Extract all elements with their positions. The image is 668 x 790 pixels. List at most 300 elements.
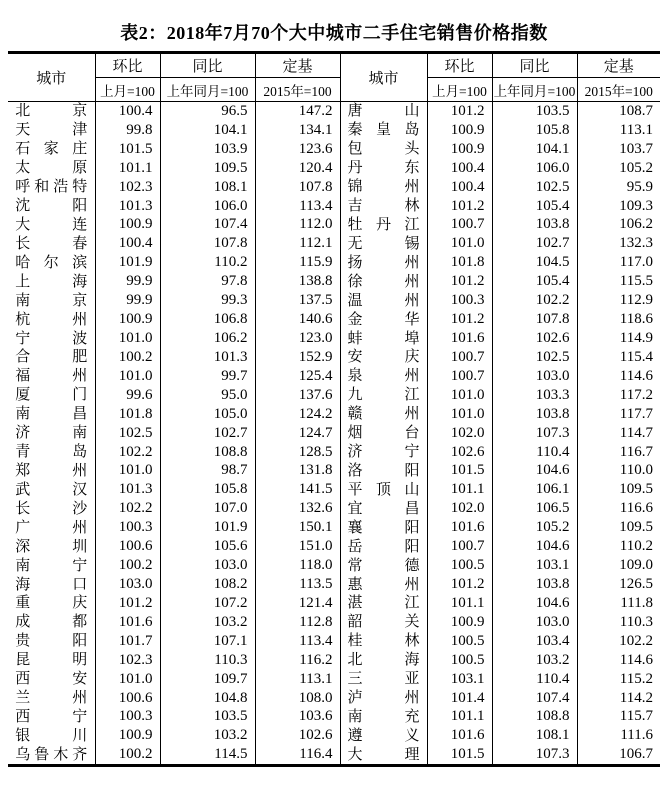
table-row xyxy=(8,632,660,651)
value-cell: 112.1 xyxy=(255,234,340,253)
value-cell: 131.8 xyxy=(255,462,340,481)
city-cell xyxy=(340,253,427,272)
city-name: 锦州 xyxy=(347,179,420,196)
city-name: 遵义 xyxy=(347,727,420,744)
city-cell xyxy=(8,102,95,121)
value-cell: 101.1 xyxy=(427,594,492,613)
value-cell: 138.8 xyxy=(255,272,340,291)
value-cell: 100.9 xyxy=(427,613,492,632)
value-cell: 101.2 xyxy=(427,102,492,121)
city-name: 桂林 xyxy=(347,633,420,650)
table-row xyxy=(8,443,660,462)
table-row xyxy=(8,480,660,499)
value-cell: 99.8 xyxy=(95,121,160,140)
value-cell: 101.6 xyxy=(427,518,492,537)
value-cell: 100.5 xyxy=(427,632,492,651)
value-cell: 112.0 xyxy=(255,216,340,235)
city-cell xyxy=(340,121,427,140)
city-cell xyxy=(340,651,427,670)
value-cell: 100.9 xyxy=(95,216,160,235)
city-name: 宜昌 xyxy=(347,500,420,517)
city-name: 哈尔滨 xyxy=(15,254,88,271)
city-name: 泸州 xyxy=(347,690,420,707)
value-cell: 101.8 xyxy=(95,405,160,424)
value-cell: 141.5 xyxy=(255,480,340,499)
value-cell: 103.5 xyxy=(492,102,577,121)
table-row xyxy=(8,613,660,632)
value-cell: 105.4 xyxy=(492,272,577,291)
city-cell xyxy=(8,234,95,253)
city-cell xyxy=(340,405,427,424)
city-cell xyxy=(8,575,95,594)
value-cell: 106.1 xyxy=(492,480,577,499)
table-row xyxy=(8,537,660,556)
value-cell: 115.4 xyxy=(619,348,653,365)
value-cell: 111.6 xyxy=(620,727,653,744)
value-cell: 108.8 xyxy=(492,708,577,727)
table-header xyxy=(8,53,660,102)
price-index-table xyxy=(8,51,660,767)
value-cell: 102.2 xyxy=(95,443,160,462)
value-cell: 101.4 xyxy=(427,689,492,708)
table-row xyxy=(8,348,660,367)
city-cell xyxy=(340,499,427,518)
value-cell: 109.5 xyxy=(160,159,255,178)
city-name: 郑州 xyxy=(15,462,88,479)
city-cell xyxy=(340,272,427,291)
city-name: 徐州 xyxy=(347,273,420,290)
value-cell: 100.7 xyxy=(427,537,492,556)
value-cell: 102.2 xyxy=(492,291,577,310)
table-row xyxy=(8,329,660,348)
table-row xyxy=(8,670,660,689)
city-name: 济南 xyxy=(15,425,88,442)
value-cell: 102.3 xyxy=(95,651,160,670)
city-name: 石家庄 xyxy=(15,141,88,158)
value-cell: 101.2 xyxy=(427,272,492,291)
value-cell: 102.5 xyxy=(492,348,577,367)
city-cell xyxy=(340,102,427,121)
city-name: 北海 xyxy=(347,652,420,669)
value-cell: 101.5 xyxy=(427,462,492,481)
city-name: 赣州 xyxy=(347,406,420,423)
value-cell: 115.9 xyxy=(255,253,340,272)
value-cell: 113.5 xyxy=(255,575,340,594)
value-cell: 107.8 xyxy=(160,234,255,253)
city-cell xyxy=(340,537,427,556)
city-cell xyxy=(8,632,95,651)
value-cell: 121.4 xyxy=(255,594,340,613)
city-name: 岳阳 xyxy=(347,538,420,555)
value-cell: 102.3 xyxy=(95,178,160,197)
city-cell xyxy=(8,462,95,481)
city-name: 深圳 xyxy=(15,538,88,555)
value-cell: 101.3 xyxy=(95,480,160,499)
value-cell: 108.2 xyxy=(160,575,255,594)
city-name: 重庆 xyxy=(15,595,88,612)
value-cell: 104.6 xyxy=(492,594,577,613)
city-cell xyxy=(340,291,427,310)
city-cell xyxy=(340,310,427,329)
city-cell xyxy=(8,197,95,216)
value-cell: 109.5 xyxy=(619,519,653,536)
subheader-mom-right: 上月=100 xyxy=(427,78,492,102)
value-cell: 98.7 xyxy=(160,462,255,481)
header-mom-right: 环比 xyxy=(427,53,492,78)
city-cell xyxy=(340,670,427,689)
city-name: 乌鲁木齐 xyxy=(15,746,88,763)
value-cell: 106.7 xyxy=(619,746,653,763)
city-name: 烟台 xyxy=(347,425,420,442)
city-name: 无锡 xyxy=(347,235,420,252)
value-cell: 100.4 xyxy=(427,159,492,178)
city-cell xyxy=(8,480,95,499)
table-row xyxy=(8,310,660,329)
value-cell: 104.8 xyxy=(160,689,255,708)
value-cell: 101.1 xyxy=(95,159,160,178)
city-name: 昆明 xyxy=(15,652,88,669)
city-cell xyxy=(340,159,427,178)
city-name: 广州 xyxy=(15,519,88,536)
city-cell xyxy=(8,651,95,670)
value-cell: 112.8 xyxy=(255,613,340,632)
value-cell: 105.8 xyxy=(160,480,255,499)
city-cell xyxy=(340,726,427,745)
value-cell: 100.2 xyxy=(95,745,160,765)
table-row xyxy=(8,575,660,594)
value-cell: 101.2 xyxy=(427,310,492,329)
city-name: 吉林 xyxy=(347,198,420,215)
value-cell: 101.3 xyxy=(95,197,160,216)
value-cell: 103.1 xyxy=(492,556,577,575)
value-cell: 123.0 xyxy=(255,329,340,348)
value-cell: 107.3 xyxy=(492,745,577,765)
value-cell: 108.1 xyxy=(492,726,577,745)
table-row xyxy=(8,178,660,197)
city-name: 韶关 xyxy=(347,614,420,631)
city-cell xyxy=(8,329,95,348)
city-cell xyxy=(340,745,427,765)
value-cell: 101.6 xyxy=(95,613,160,632)
value-cell: 95.0 xyxy=(160,386,255,405)
value-cell: 116.6 xyxy=(619,500,653,517)
city-name: 济宁 xyxy=(347,444,420,461)
value-cell: 106.0 xyxy=(160,197,255,216)
value-cell: 100.9 xyxy=(95,726,160,745)
value-cell: 124.2 xyxy=(255,405,340,424)
value-cell: 100.9 xyxy=(95,310,160,329)
value-cell: 101.5 xyxy=(427,745,492,765)
value-cell: 114.5 xyxy=(160,745,255,765)
city-cell xyxy=(340,594,427,613)
value-cell: 100.3 xyxy=(95,708,160,727)
city-cell xyxy=(8,121,95,140)
value-cell: 106.2 xyxy=(619,216,653,233)
value-cell: 103.7 xyxy=(619,140,653,157)
table-row xyxy=(8,234,660,253)
header-city-left: 城市 xyxy=(8,53,95,102)
value-cell: 107.1 xyxy=(160,632,255,651)
city-cell xyxy=(340,329,427,348)
value-cell: 102.5 xyxy=(492,178,577,197)
value-cell: 134.1 xyxy=(255,121,340,140)
table-row xyxy=(8,102,660,121)
city-name: 海口 xyxy=(15,576,88,593)
city-name: 温州 xyxy=(347,292,420,309)
value-cell: 102.7 xyxy=(160,424,255,443)
city-name: 蚌埠 xyxy=(347,330,420,347)
subheader-base-left: 2015年=100 xyxy=(255,78,340,102)
city-cell xyxy=(340,518,427,537)
value-cell: 101.6 xyxy=(427,329,492,348)
value-cell: 101.6 xyxy=(427,726,492,745)
value-cell: 108.1 xyxy=(160,178,255,197)
value-cell: 105.6 xyxy=(160,537,255,556)
city-name: 银川 xyxy=(15,727,88,744)
city-name: 丹东 xyxy=(347,160,420,177)
city-name: 上海 xyxy=(15,273,88,290)
value-cell: 101.2 xyxy=(95,594,160,613)
value-cell: 101.0 xyxy=(427,386,492,405)
value-cell: 97.8 xyxy=(160,272,255,291)
city-cell xyxy=(8,613,95,632)
value-cell: 101.5 xyxy=(95,140,160,159)
value-cell: 100.4 xyxy=(95,234,160,253)
city-name: 包头 xyxy=(347,141,420,158)
city-name: 太原 xyxy=(15,160,88,177)
value-cell: 108.0 xyxy=(255,689,340,708)
city-cell xyxy=(8,726,95,745)
city-cell xyxy=(340,424,427,443)
city-cell xyxy=(340,348,427,367)
city-cell xyxy=(8,745,95,765)
value-cell: 113.1 xyxy=(619,121,653,138)
value-cell: 100.5 xyxy=(427,556,492,575)
value-cell: 106.0 xyxy=(492,159,577,178)
value-cell: 100.4 xyxy=(95,102,160,121)
value-cell: 115.5 xyxy=(619,273,653,290)
value-cell: 124.7 xyxy=(255,424,340,443)
value-cell: 116.7 xyxy=(619,443,653,460)
table-row xyxy=(8,651,660,670)
value-cell: 101.2 xyxy=(427,197,492,216)
value-cell: 140.6 xyxy=(255,310,340,329)
value-cell: 112.9 xyxy=(619,292,653,309)
city-name: 南昌 xyxy=(15,406,88,423)
value-cell: 102.7 xyxy=(492,234,577,253)
value-cell: 118.0 xyxy=(255,556,340,575)
value-cell: 108.8 xyxy=(160,443,255,462)
city-name: 厦门 xyxy=(15,387,88,404)
value-cell: 110.0 xyxy=(619,462,653,479)
city-name: 秦皇岛 xyxy=(347,122,420,139)
city-cell xyxy=(8,367,95,386)
value-cell: 99.9 xyxy=(95,272,160,291)
value-cell: 120.4 xyxy=(255,159,340,178)
city-cell xyxy=(8,670,95,689)
value-cell: 113.4 xyxy=(255,632,340,651)
value-cell: 104.5 xyxy=(492,253,577,272)
value-cell: 117.7 xyxy=(619,405,653,422)
value-cell: 116.4 xyxy=(255,745,340,765)
value-cell: 101.8 xyxy=(427,253,492,272)
value-cell: 115.2 xyxy=(619,670,653,687)
city-cell xyxy=(340,216,427,235)
value-cell: 102.5 xyxy=(95,424,160,443)
city-cell xyxy=(8,140,95,159)
city-name: 西安 xyxy=(15,671,88,688)
table-body xyxy=(8,102,660,766)
value-cell: 101.2 xyxy=(427,575,492,594)
value-cell: 116.2 xyxy=(255,651,340,670)
value-cell: 114.6 xyxy=(619,367,653,384)
value-cell: 107.4 xyxy=(492,689,577,708)
value-cell: 101.0 xyxy=(95,329,160,348)
value-cell: 103.5 xyxy=(160,708,255,727)
value-cell: 100.6 xyxy=(95,689,160,708)
value-cell: 132.3 xyxy=(619,235,653,252)
city-cell xyxy=(340,443,427,462)
subheader-yoy-right: 上年同月=100 xyxy=(492,78,577,102)
header-base-left: 定基 xyxy=(255,53,340,78)
table-row xyxy=(8,253,660,272)
value-cell: 103.9 xyxy=(160,140,255,159)
value-cell: 103.6 xyxy=(255,708,340,727)
value-cell: 100.7 xyxy=(427,216,492,235)
table-row xyxy=(8,121,660,140)
header-mom-left: 环比 xyxy=(95,53,160,78)
value-cell: 104.6 xyxy=(492,537,577,556)
city-name: 泉州 xyxy=(347,368,420,385)
city-cell xyxy=(8,405,95,424)
page-title: 表2：2018年7月70个大中城市二手住宅销售价格指数 xyxy=(120,23,548,43)
value-cell: 103.0 xyxy=(95,575,160,594)
city-cell xyxy=(8,253,95,272)
city-cell xyxy=(340,689,427,708)
value-cell: 104.6 xyxy=(492,462,577,481)
value-cell: 110.4 xyxy=(492,670,577,689)
value-cell: 125.4 xyxy=(255,367,340,386)
header-city-right: 城市 xyxy=(340,53,427,102)
value-cell: 107.3 xyxy=(492,424,577,443)
value-cell: 101.0 xyxy=(95,367,160,386)
value-cell: 103.1 xyxy=(427,670,492,689)
city-name: 湛江 xyxy=(347,595,420,612)
value-cell: 103.2 xyxy=(160,726,255,745)
city-name: 南京 xyxy=(15,292,88,309)
value-cell: 102.2 xyxy=(95,499,160,518)
city-name: 兰州 xyxy=(15,690,88,707)
value-cell: 109.7 xyxy=(160,670,255,689)
table-row xyxy=(8,216,660,235)
value-cell: 117.2 xyxy=(619,386,653,403)
value-cell: 102.0 xyxy=(427,499,492,518)
city-cell xyxy=(8,443,95,462)
value-cell: 111.8 xyxy=(620,594,653,611)
value-cell: 103.0 xyxy=(492,367,577,386)
value-cell: 107.0 xyxy=(160,499,255,518)
value-cell: 99.3 xyxy=(160,291,255,310)
value-cell: 101.7 xyxy=(95,632,160,651)
value-cell: 109.0 xyxy=(619,557,653,574)
city-cell xyxy=(340,556,427,575)
value-cell: 101.9 xyxy=(95,253,160,272)
value-cell: 137.6 xyxy=(255,386,340,405)
value-cell: 113.1 xyxy=(255,670,340,689)
table-row xyxy=(8,386,660,405)
city-name: 贵阳 xyxy=(15,633,88,650)
city-name: 北京 xyxy=(15,103,88,120)
value-cell: 110.4 xyxy=(492,443,577,462)
value-cell: 107.4 xyxy=(160,216,255,235)
value-cell: 103.4 xyxy=(492,632,577,651)
value-cell: 103.2 xyxy=(160,613,255,632)
table-row xyxy=(8,518,660,537)
value-cell: 100.4 xyxy=(427,178,492,197)
city-name: 洛阳 xyxy=(347,462,420,479)
value-cell: 101.1 xyxy=(427,480,492,499)
city-cell xyxy=(340,462,427,481)
city-cell xyxy=(8,216,95,235)
city-cell xyxy=(8,348,95,367)
value-cell: 100.2 xyxy=(95,348,160,367)
city-cell xyxy=(8,499,95,518)
city-name: 南充 xyxy=(347,708,420,725)
value-cell: 103.8 xyxy=(492,575,577,594)
value-cell: 110.3 xyxy=(160,651,255,670)
subheader-base-right: 2015年=100 xyxy=(577,78,660,102)
table-row xyxy=(8,405,660,424)
city-name: 襄阳 xyxy=(347,519,420,536)
table-row xyxy=(8,197,660,216)
city-cell xyxy=(340,386,427,405)
city-name: 常德 xyxy=(347,557,420,574)
city-name: 杭州 xyxy=(15,311,88,328)
value-cell: 103.3 xyxy=(492,386,577,405)
city-cell xyxy=(340,234,427,253)
value-cell: 100.6 xyxy=(95,537,160,556)
value-cell: 102.6 xyxy=(427,443,492,462)
city-cell xyxy=(340,367,427,386)
table-row xyxy=(8,594,660,613)
city-name: 长沙 xyxy=(15,500,88,517)
header-yoy-left: 同比 xyxy=(160,53,255,78)
city-name: 宁波 xyxy=(15,330,88,347)
city-name: 西宁 xyxy=(15,708,88,725)
city-cell xyxy=(340,632,427,651)
city-cell xyxy=(8,178,95,197)
city-cell xyxy=(8,594,95,613)
value-cell: 117.0 xyxy=(619,254,653,271)
city-name: 沈阳 xyxy=(15,198,88,215)
city-cell xyxy=(340,708,427,727)
header-yoy-right: 同比 xyxy=(492,53,577,78)
value-cell: 100.5 xyxy=(427,651,492,670)
value-cell: 152.9 xyxy=(255,348,340,367)
header-base-right: 定基 xyxy=(603,59,634,75)
table-row xyxy=(8,140,660,159)
table-row xyxy=(8,708,660,727)
value-cell: 105.4 xyxy=(492,197,577,216)
value-cell: 147.2 xyxy=(255,102,340,121)
city-cell xyxy=(8,291,95,310)
value-cell: 99.9 xyxy=(95,291,160,310)
city-cell xyxy=(8,386,95,405)
city-name: 成都 xyxy=(15,614,88,631)
city-name: 大连 xyxy=(15,216,88,233)
value-cell: 114.2 xyxy=(619,689,653,706)
value-cell: 105.2 xyxy=(619,159,653,176)
